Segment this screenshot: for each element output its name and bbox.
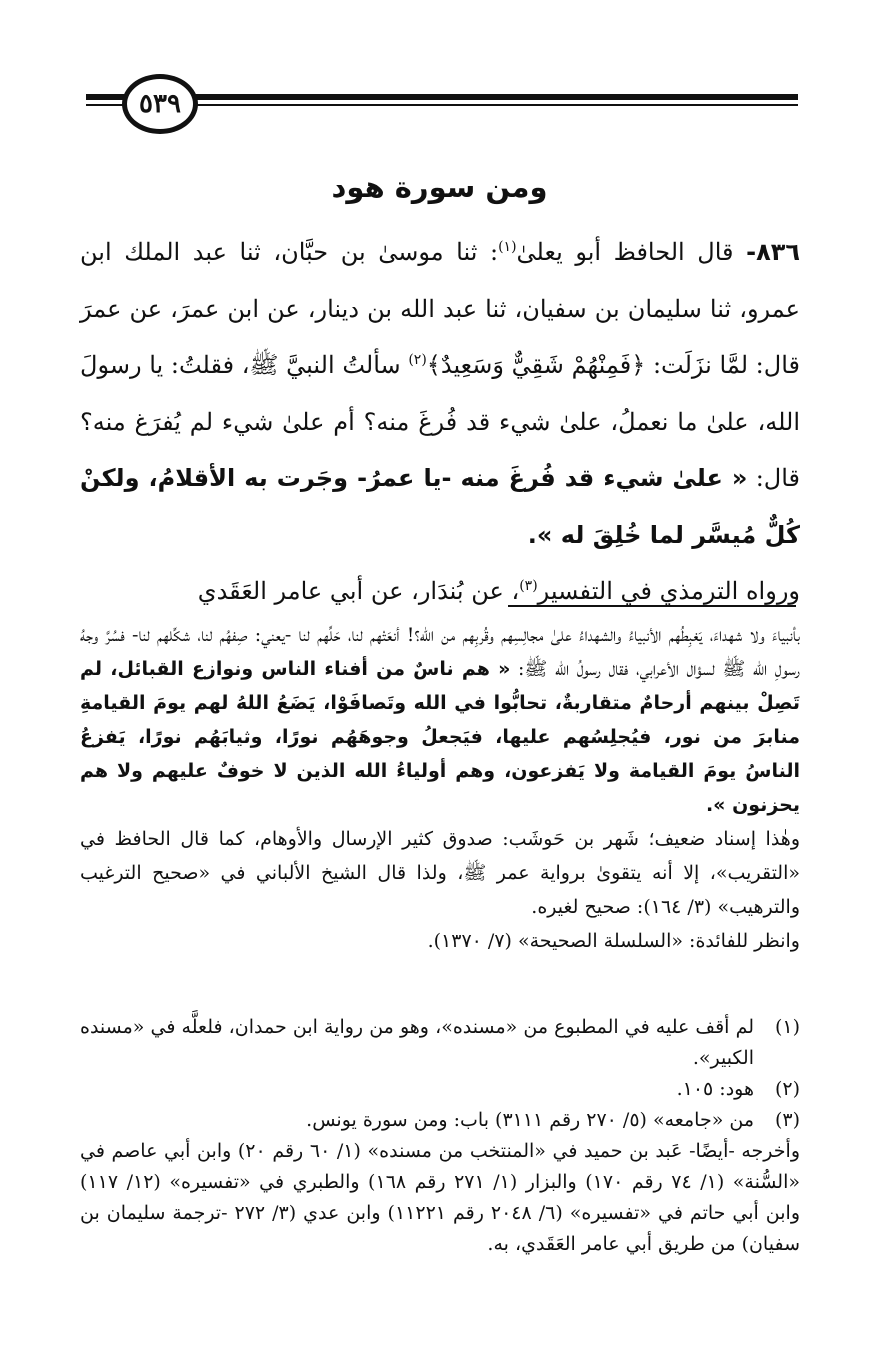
header-rule [186, 104, 798, 106]
footnote-number: (٢) [774, 1078, 800, 1100]
page-header [86, 72, 798, 134]
narration-text: ، عن بُندَار، عن أبي عامر العَقَدي [197, 577, 520, 605]
footnote-separator [508, 605, 796, 607]
header-rule [86, 104, 126, 106]
hadith-intro: قال الحافظ أبو يعلىٰ [516, 238, 747, 266]
header-rule [86, 94, 126, 100]
carryover-paragraph: وانظر للفائدة: «السلسلة الصحيحة» (٧/ ١٣٧٠). [427, 930, 800, 952]
narration-paragraph [80, 563, 800, 620]
footnote-text: هود: ١٠٥. [676, 1078, 754, 1100]
hadith-answer: « علىٰ شيء قد فُرغَ منه -يا عمرُ- وجَرت به الأقلامُ، ولكنْ كُلٌّ مُيسَّر لما خُلِقَ له ». [80, 464, 800, 549]
page-number-badge [122, 74, 198, 134]
footnote-ref: (٣) [519, 578, 538, 594]
footnote-number: (١) [774, 1016, 800, 1038]
footnote-text: لم أقف عليه في المطبوع من «مسنده»، وهو من رواية ابن حمدان، فلعلَّه في «مسنده الكبير». [80, 1016, 754, 1069]
carryover-hadith: « هم ناسٌ من أفناء الناس ونوازع القبائل، لم تَصِلْ بينهم أرحامٌ متقاربةٌ، تحابُّوا في الله وتَصافَوْا، يَضَعُ اللهُ لهم يومَ القيامةِ منابرَ من نور، فيُجلِسُهم عليها، فيَجعلُ وجوهَهُم نورًا، وثيابَهُم نورًا، يَفزعُ الناسُ يومَ القيامة ولا يَفزعون، وهم أولياءُ الله الذين لا خوفٌ عليهم ولا هم يحزنون ». [80, 658, 800, 816]
footnote-item [80, 1012, 800, 1074]
header-rule [186, 94, 798, 100]
footnote-text: من «جامعه» (٥/ ٢٧٠ رقم ٣١١١) باب: ومن سورة يونس. [306, 1109, 754, 1131]
hadith-chain: : ثنا موسىٰ بن حبَّان، ثنا عبد الملك ابن عمرو، ثنا سليمان بن سفيان، ثنا عبد الله بن دينار، عن ابن عمرَ، عن عمرَ قال: لمَّا نزَلَت: [80, 238, 800, 379]
footnote-item [80, 1074, 800, 1105]
page-number: ٥٣٩ [139, 89, 181, 119]
hadith-number: ٨٣٦- [746, 238, 801, 266]
footnote-number: (٣) [774, 1109, 800, 1131]
narration-text: ورواه الترمذي في التفسير [537, 577, 800, 605]
carryover-paragraph: وهٰذا إسناد ضعيف؛ شَهر بن حَوشَب: صدوق كثير الإرسال والأوهام، كما قال الحافظ في «التقريب»، إلا أنه يتقوىٰ برواية عمر ﷺ، ولذا قال الشيخ الألباني في «صحيح الترغيب والترهيب» (٣/ ١٦٤): صحيح لغيره. [80, 828, 800, 918]
hadith-paragraph [80, 224, 800, 563]
carryover-text: بأنبياءَ ولا شهداءَ، يَغبِطُهم الأنبياءُ والشهداءُ علىٰ مجالِسِهم وقُربِهم من الله؟! أنعَتْهم لنا، حَلِّهم لنا -يعني: صِفهُم لنا، شكِّلهم لنا- فسُرَّ وجهُ رسولِ الله ﷺ لسؤال الأعرابي، فقال رسولُ الله ﷺ: [80, 624, 800, 680]
hadith-question: سألتُ النبيَّ ﷺ، فقلتُ: يا رسولَ الله، علىٰ ما نعملُ، علىٰ شيء قد فُرغَ منه؟ أم علىٰ شيء لم يُفرَغ منه؟ قال: [80, 351, 801, 492]
footnotes [80, 1012, 800, 1260]
quran-verse: ﴿فَمِنْهُمْ شَقِيٌّ وَسَعِيدٌ﴾ [426, 351, 646, 379]
carryover-footnote [80, 618, 800, 958]
footnote-item [80, 1105, 800, 1136]
footnote-continuation: وأخرجه -أيضًا- عَبد بن حميد في «المنتخب من مسنده» (١/ ٦٠ رقم ٢٠) وابن أبي عاصم في «السُّنة» (١/ ٧٤ رقم ١٧٠) والبزار (١/ ٢٧١ رقم ١٦٨) والطبري في «تفسيره» (١٢/ ١١٧) وابن أبي حاتم في «تفسيره» (٦/ ٢٠٤٨ رقم ١١٢٢١) وابن عدي (٣/ ٢٧٢ -ترجمة سليمان بن سفيان) من طريق أبي عامر العَقَدي، به. [80, 1140, 800, 1255]
main-text [80, 224, 800, 620]
footnote-ref: (١) [498, 239, 517, 255]
section-title: ومن سورة هود [331, 170, 548, 204]
footnote-ref: (٢) [408, 352, 427, 368]
carryover-paragraph [80, 618, 800, 822]
